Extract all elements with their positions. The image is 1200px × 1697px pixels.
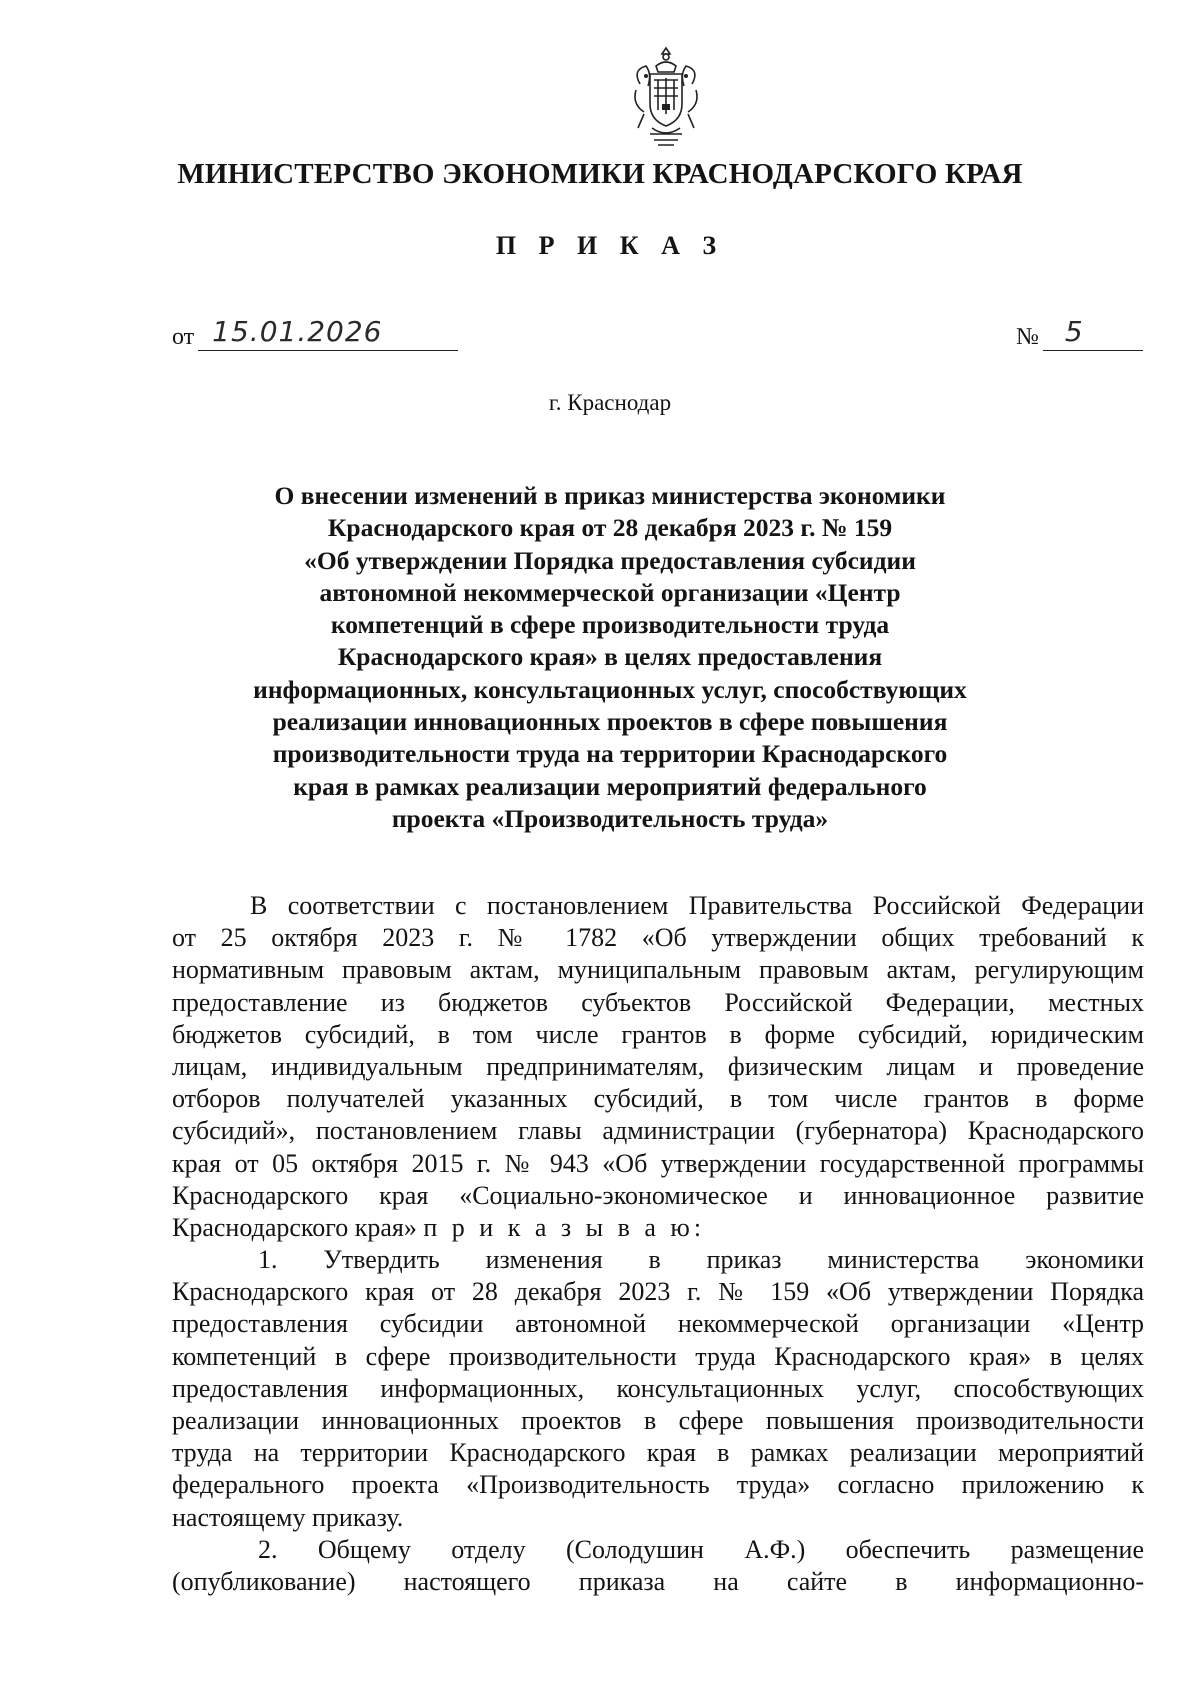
title-line: края в рамках реализации мероприятий федерального (293, 771, 927, 801)
document-title (240, 480, 980, 835)
title-line: «Об утверждении Порядка предоставления субсидии (304, 545, 916, 575)
date-prefix: от (172, 324, 195, 350)
body-line: предоставления субсидии автономной некоммерческой организации «Центр (172, 1309, 1144, 1339)
title-line: реализации инновационных проектов в сфере повышения (272, 707, 948, 737)
body-line: 2. Общему отделу (Солодушин А.Ф.) обеспечить размещение (258, 1534, 1144, 1564)
body-line: лицам, индивидуальным предпринимателям, физическим лицам и проведение (172, 1051, 1144, 1081)
title-line: Краснодарского края от 28 декабря 2023 г. № 159 (327, 513, 893, 543)
body-line: от 25 октября 2023 г. № 1782 «Об утверждении общих требований к (172, 923, 1144, 953)
title-line: О внесении изменений в приказ министерства экономики (274, 481, 946, 510)
body-line: настоящему приказу. (172, 1502, 404, 1532)
body-line: компетенций в сфере производительности труда Краснодарского края» в целях (172, 1341, 1144, 1371)
document-type-heading: П Р И К А З (495, 231, 725, 260)
order-word: п р и к а з ы в а ю: (423, 1212, 706, 1242)
body-line: федерального проекта «Производительность труда» согласно приложению к (172, 1470, 1144, 1500)
body-line: бюджетов субсидий, в том числе грантов в форме субсидий, юридическим (172, 1019, 1144, 1049)
body-line: (опубликование) настоящего приказа на сайте в информационно- (172, 1566, 1144, 1596)
city: г. Краснодар (548, 390, 672, 415)
coat-of-arms-emblem (626, 44, 706, 148)
body-line: В соответствии с постановлением Правительства Российской Федерации (250, 891, 1144, 920)
body-line: труда на территории Краснодарского края в рамках реализации мероприятий (172, 1438, 1144, 1468)
body-line: Краснодарского края» (172, 1212, 417, 1242)
body-line: субсидий», постановлением главы администрации (губернатора) Краснодарского (172, 1116, 1144, 1146)
body-line: 1. Утвердить изменения в приказ министерства экономики (258, 1245, 1144, 1275)
body-line: края от 05 октября 2015 г. № 943 «Об утверждении государственной программы (172, 1148, 1144, 1178)
number-prefix: № (1016, 324, 1039, 350)
body-line: Краснодарского края от 28 декабря 2023 г. № 159 «Об утверждении Порядка (172, 1277, 1144, 1307)
date-blank (198, 315, 458, 351)
handwritten-number: 5 (1064, 315, 1084, 348)
body-line: предоставление из бюджетов субъектов Российской Федерации, местных (172, 987, 1144, 1017)
date-field (172, 315, 458, 351)
title-line: Краснодарского края» в целях предоставления (337, 642, 883, 672)
handwritten-date: 15.01.2026 (212, 315, 383, 348)
title-line: производительности труда на территории Краснодарского (272, 739, 948, 769)
document-body (172, 890, 1144, 1598)
body-line: предоставления информационных, консультационных услуг, способствующих (172, 1373, 1144, 1403)
title-line: проекта «Производительность труда» (391, 803, 829, 833)
body-line: нормативным правовым актам, муниципальным правовым актам, регулирующим (172, 955, 1144, 985)
ministry-heading: МИНИСТЕРСТВО ЭКОНОМИКИ КРАСНОДАРСКОГО КРАЯ (177, 158, 1023, 190)
title-line: автономной некоммерческой организации «Центр (319, 577, 901, 607)
body-line-with-order-word (172, 1212, 1144, 1244)
title-line: информационных, консультационных услуг, способствующих (253, 674, 967, 704)
title-line: компетенций в сфере производительности труда (330, 610, 890, 640)
number-blank (1043, 315, 1143, 351)
body-line: отборов получателей указанных субсидий, в том числе грантов в форме (172, 1084, 1144, 1114)
number-field (1016, 315, 1143, 351)
body-line: реализации инновационных проектов в сфере повышения производительности (172, 1406, 1144, 1435)
body-line: Краснодарского края «Социально-экономическое и инновационное развитие (172, 1180, 1144, 1210)
